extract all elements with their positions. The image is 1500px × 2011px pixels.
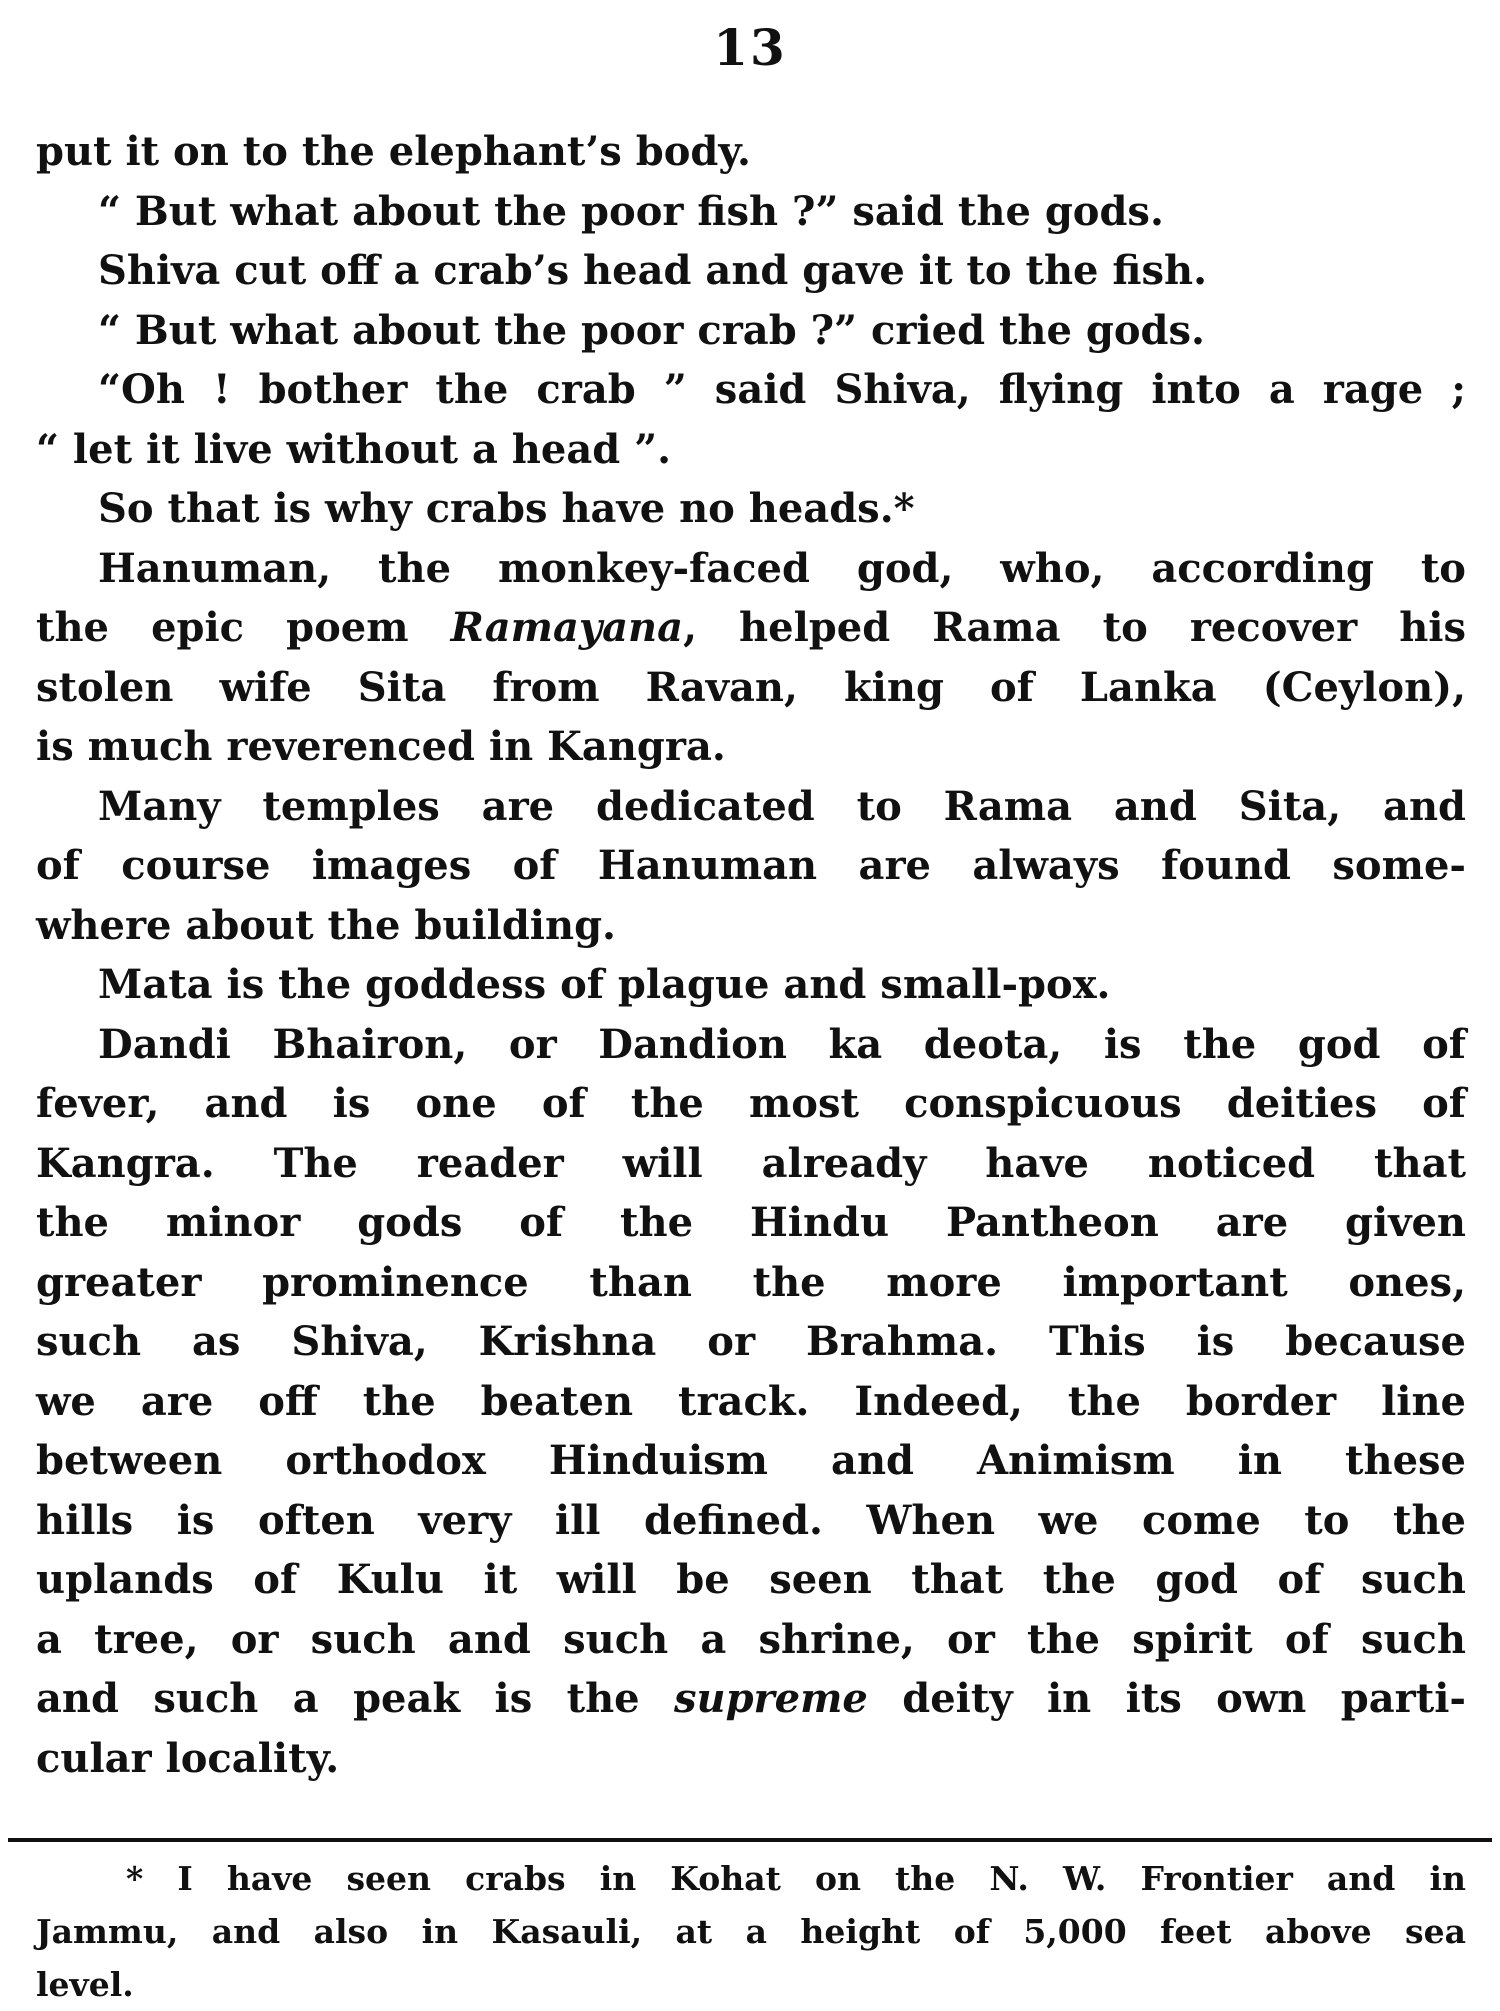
footnote-divider — [8, 1838, 1492, 1842]
text-line: greater prominence than the more important ones, — [36, 1258, 1466, 1306]
text-line — [36, 1669, 1466, 1729]
text-line: Many temples are dedicated to Rama and Sita, and — [98, 782, 1466, 830]
footnote-line: * I have seen crabs in Kohat on the N. W. Frontier and in — [126, 1859, 1466, 1898]
text-line: fever, and is one of the most conspicuous deities of — [36, 1080, 1466, 1127]
text-line: hills is often very ill defined. When we come to the — [36, 1496, 1466, 1544]
text-line: “ let it live without a head ”. — [36, 425, 672, 473]
text-line: Dandi Bhairon, or Dandion ka deota, is the god of — [98, 1020, 1466, 1068]
text-line: uplands of Kulu it will be seen that the god of such — [36, 1556, 1466, 1603]
text-line — [36, 598, 1466, 658]
text-line: Mata is the goddess of plague and small-pox. — [98, 961, 1111, 1008]
text-line: is much reverenced in Kangra. — [36, 723, 726, 770]
text-line: between orthodox Hinduism and Animism in these — [36, 1437, 1466, 1484]
text-line: Shiva cut off a crab’s head and gave it to the fish. — [98, 247, 1208, 294]
text-line: the minor gods of the Hindu Pantheon are given — [36, 1199, 1466, 1246]
emphasis: supreme — [673, 1675, 868, 1722]
text-line: “ But what about the poor crab ?” cried the gods. — [98, 306, 1205, 354]
footnote — [36, 1852, 1466, 2011]
text-line: such as Shiva, Krishna or Brahma. This is because — [36, 1318, 1466, 1365]
text-line: stolen wife Sita from Ravan, king of Lanka (Ceylon), — [36, 663, 1466, 711]
text-line: where about the building. — [36, 901, 616, 949]
text-line: “ But what about the poor fish ?” said the gods. — [98, 187, 1164, 235]
text-line: Hanuman, the monkey-faced god, who, according to — [98, 544, 1466, 592]
text-line: put it on to the elephant’s body. — [36, 128, 751, 175]
book-title: Ramayana — [450, 604, 684, 651]
footnote-line: level. — [36, 1965, 134, 2004]
text-span: the epic poem — [36, 604, 451, 651]
text-line: cular locality. — [36, 1734, 340, 1782]
text-span: , helped Rama to recover his — [683, 604, 1466, 651]
footnote-line: Jammu, and also in Kasauli, at a height of 5,000 feet above sea — [36, 1912, 1466, 1951]
text-line: we are off the beaten track. Indeed, the border line — [36, 1377, 1466, 1425]
text-line: “Oh ! bother the crab ” said Shiva, flying into a rage ; — [98, 366, 1466, 413]
text-line: Kangra. The reader will already have noticed that — [36, 1139, 1466, 1187]
text-line: a tree, or such and such a shrine, or the spirit of such — [36, 1615, 1466, 1663]
page-number: 13 — [713, 18, 787, 77]
text-span: deity in its own parti- — [867, 1675, 1466, 1722]
text-line: So that is why crabs have no heads.* — [98, 485, 915, 532]
text-line: of course images of Hanuman are always found some- — [36, 842, 1466, 889]
text-span: and such a peak is the — [36, 1675, 674, 1722]
body-text — [36, 122, 1466, 1788]
